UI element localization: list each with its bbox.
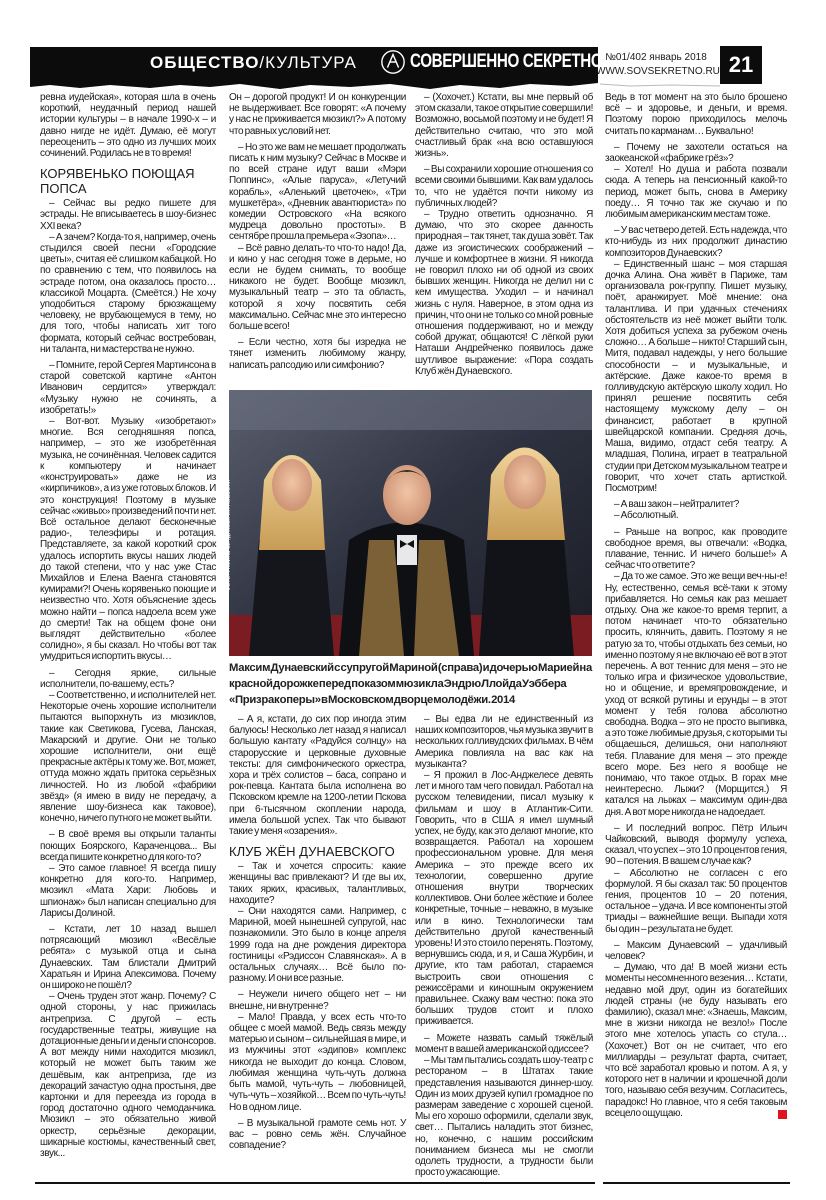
photo-credit: ФОТО: РАМИЛЬ СИТДИКОВ/РИА НОВОСТИ <box>226 480 232 591</box>
question-paragraph: – Кстати, лет 10 назад вышел потрясающий мюзикл «Весёлые ребята» с музыкой отца и сына Дунаевских. Там блистали Дмитрий Харатьян и Ирина Апексимова. Почему он широко не пошёл? <box>40 924 216 992</box>
logo-text: СОВЕРШЕННО СЕКРЕТНО <box>410 51 603 72</box>
issue-number: №01/402 январь 2018 <box>605 52 707 63</box>
end-of-article-mark <box>778 1110 787 1119</box>
column-3-top <box>415 92 593 377</box>
photo-image <box>229 390 592 656</box>
question-paragraph: – Но это же вам не мешает продолжать писать к ним музыку? Сейчас в Москве и по всей стране идут ваши «Мэри Поппинс», «Алые паруса», «Летучий корабль», «Аленький цветочек», «Три мушкетёра», «Дневник авантюриста» по комедии Островского «На всякого мудреца довольно простоты». В сентябре прошла премьера «Эзопа»… <box>229 141 406 243</box>
paragraph: – Сейчас вы редко пишете для эстрады. Не вписываетесь в шоу-бизнес XXI века? <box>40 198 216 232</box>
paragraph: – Да то же самое. Это же вещи веч-ны-е! Ну, естественно, семья всё-таки к этому прибавляется. Но семья как раз мешает отдыху. Она же какое-то время терпит, а потом начинает что-то обязательно просить, клянчить, давить. Поэтому я не ратую за то, чтобы отдыхать без семьи, но именно поэтому я не включаю её вот в этот перечень. А вот теннис для меня – это не только игра и физическое удовольствие, но и общение, и времяпровождение, и уход от всякой рутины и ерунды – в этот момент у тебя голова абсолютно свободна. Водка – это не просто выпивка, а это тоже любимые друзья, с которыми ты общаешься, делишься, они наполняют тебя. Плавание для меня – это прежде всего море. Без него я вообще не понимаю, что такое отдых. В горах мне неинтересно. Лыжи? (Морщится.) Я катался на лыжах – максимум один-два дня. А вот море никогда не надоедает. <box>605 571 787 818</box>
question-paragraph: – Вы сохранили хорошие отношения со всеми своими бывшими. Как вам удалось то, что не удаётся почти никому из публичных людей? <box>415 164 593 209</box>
question-paragraph: – У вас четверо детей. Есть надежда, что кто-нибудь из них продолжит династию композиторов Дунаевских? <box>605 225 787 259</box>
question-paragraph: – Неужели ничего общего нет – ни внешне, ни внутренне? <box>229 989 406 1012</box>
question-paragraph: – Почему не захотели остаться на заокеанской «фабрике грёз»? <box>605 141 787 165</box>
logo-emblem-icon <box>380 49 406 75</box>
question-paragraph: – Помните, герой Сергея Мартинсона в старой советской картине «Антон Иванович сердится» утверждал: «Музыку нужно не сочинять, а изобретать!» <box>40 360 216 416</box>
question-paragraph: – Максим Дунаевский – удачливый человек? <box>605 939 787 963</box>
subsection-name: /КУЛЬТУРА <box>259 53 357 72</box>
question-paragraph: – И последний вопрос. Пётр Ильич Чайковский, выводя формулу успеха, сказал, что успех – это 10 процентов гения, 90 – потения. В вашем случае как? <box>605 822 787 868</box>
question-paragraph: – Раньше на вопрос, как проводите свободное время, вы отвечали: «Водка, плавание, теннис. И ничего больше!» А сейчас что ответите? <box>605 526 787 572</box>
page-number: 21 <box>720 46 762 84</box>
paragraph: – А зачем? Когда-то я, например, очень стыдился своей песни «Городские цветы», считая её слишком кабацкой. Но по сравнению с тем, что появилось на эстраде потом, она оказалось просто… классикой Моцарта. (Смеётся.) Не хочу уподобиться старому брюзжащему человеку, не врубающемуся в тему, но для того, чтобы написать хит того формата, который сейчас востребован, ни таланта, ни мастерства не нужно. <box>40 231 216 355</box>
paragraph: – Вы едва ли не единственный из наших композиторов, чья музыка звучит в нескольких голливудских фильмах. В чём Америка повлияла на вас как на музыканта? <box>415 714 593 770</box>
bottom-rule-left <box>35 1182 595 1184</box>
paragraph: – Хотел! Но душа и работа позвали сюда. А теперь на пенсионный какой-то период, может быть, снова в Америку поеду… Я точно так же скучаю и по любимым американским местам тоже. <box>605 164 787 221</box>
paragraph: – Они находятся сами. Например, с Мариной, моей нынешней супругой, нас познакомили. Это было в конце апреля 1999 года на дне рождения директора гостиницы «Рэдиссон Славянская». А в остальных случаях… Всё было по-разному. И они все разные. <box>229 906 406 985</box>
website[interactable]: WWW.SOVSEKRETNO.RU <box>596 66 720 77</box>
paragraph: – (Хохочет.) Кстати, вы мне первый об этом сказали, такое открытие совершили! Возможно, восьмой поэтому и не будет! Я действительно считаю, что это мой счастливый брак «на всю оставшуюся жизнь». <box>415 92 593 160</box>
question-paragraph: – А ваш закон – нейтралитет? <box>614 499 740 511</box>
paragraph: – Трудно ответить однозначно. Я думаю, что это скорее данность природная – так тянет, так душа зовёт. Так даже из эгоистических соображений – лучше и комфортнее в жизни. Я никогда не говорил плохо ни об одной из своих бывших женщин. Никогда не делил ни с кем имущества. Уходил – и начинал жизнь с нуля. Наверное, в этом одна из причин, что они не только со мной ровные отношения поддерживают, но и между собой дружат, общаются! С лёгкой руки Наташи Андрейченко появилось даже шутливое выражение: «Пора создать Клуб жён Дунаевского. <box>415 209 593 377</box>
bottom-rule-right <box>603 1182 790 1184</box>
article-photo <box>229 390 592 656</box>
paragraph: – Абсолютный. <box>614 510 679 522</box>
paragraph: – Всё равно делать-то что-то надо! Да, и кино у нас сегодня тоже в дерьме, но если не будем снимать, то вообще никакого не будет. Вообще мюзикл, музыкальный театр – это та область, которой я хочу посвятить себя максимально. Сейчас мне это интересно больше всего! <box>229 242 406 333</box>
paragraph: – Очень труден этот жанр. Почему? С одной стороны, у нас прижилась антреприза. С другой – есть государственные театры, живущие на дотационные деньги и деньги спонсоров. А вот между ними находится мюзикл, который не может быть таким же дешёвым, как антреприза, где из декораций зачастую одна простыня, две картонки и для переезда из города в город достаточно одного чемоданчика. Мюзикл – это обязательно живой оркестр, серьёзные декорации, шикарные костюмы, качественный свет, звук... <box>40 991 216 1160</box>
column-3-bottom <box>415 714 593 1178</box>
paragraph: Ведь в тот момент на это было брошено всё – и здоровье, и деньги, и время. Поэтому порою приходилось мелочь считать по карманам… Буквально! <box>605 92 787 137</box>
paragraph: – Так и хочется спросить: какие женщины вас привлекают? И где вы их, таких ярких, красивых, талантливых, находите? <box>229 861 406 906</box>
subheading: КОРЯВЕНЬКО ПОЮЩАЯ ПОПСА <box>40 166 195 197</box>
question-paragraph: – В музыкальной грамоте семь нот. У вас – ровно семь жён. Случайное совпадение? <box>229 1117 406 1152</box>
column-4 <box>605 92 787 1119</box>
issue-info <box>596 48 720 85</box>
paragraph: – Мы там пытались создать шоу-театр с рестораном – в Штатах такие представления называются диннер-шоу. Один из моих друзей купил громадное по размерам заведение с хорошей сценой. Мы его хорошо оформили, сделали звук, свет… Пытались наладить этот бизнес, но, конечно, с нашим российским пониманием бизнеса мы не смогли одолеть трудности, а трудности были просто ужасающие. <box>415 1055 593 1179</box>
column-2-bottom <box>229 714 406 1151</box>
column-1 <box>40 92 216 1159</box>
paragraph: – Думаю, что да! В моей жизни есть моменты несомненного везения… Кстати, недавно мой друг, один из богатейших людей страны (не буду называть его фамилию), сказал мне: «Знаешь, Максим, мне в жизни никогда не везло!» После этого мне хотелось упасть со стула… (Хохочет.) Вот он не считает, что его миллиарды – результат фарта, считает, что всё заработал кровью и потом. А я, у которого нет в наличии и крошечной доли того, называю себя везучим. Согласитесь, парадокс! Но главное, что я себя таковым всецело ощущаю. <box>605 962 787 1119</box>
photo-caption: Максим Дунаевский с супругой Мариной (справа) и дочерью Марией на красной дорожке перед показом мюзикла Эндрю Ллойда Уэббера «Призрак оперы» в Московском дворце молодёжи. 2014 <box>229 662 592 706</box>
subheading: КЛУБ ЖЁН ДУНАЕВСКОГО <box>229 844 395 860</box>
paragraph: – Соответственно, и исполнителей нет. Некоторые очень хорошие исполнители пытаются выпорхнуть из мюзиклов, такие как Светикова, Гусева, Ланская, Макарский и другие. Они не только хорошие исполнители, они ещё прекрасные актёры к тому же. Вот, может, оттуда можно ждать притока серьёзных личностей. Но из любой «фабрики звёзд» (я имею в виду не передачу, а явление шоу-бизнеса как таковое), конечно, ничего путного не может выйти. <box>40 689 216 825</box>
section-title <box>150 53 357 73</box>
question-paragraph: – Можете назвать самый тяжёлый момент в вашей американской одиссее? <box>415 1032 593 1055</box>
paragraph: – Я прожил в Лос-Анджелесе девять лет и много там чего повидал. Работал на русском телевидении, писал музыку к фильмам и шоу в Атлантик-Сити. Говорить, что в США я имел шумный успех, не буду, как это делают многие, кто возвращается. Работал на хорошем профессиональном уровне. Для меня Америка – это прежде всего их технологии, совершенно другие отношения внутри творческих коллективов. Они более жёсткие и более конкретные, точные – неважно, в музыке или в кино. Технологически там действительно другой качественный уровень! И это стоило перенять. Поэтому, вернувшись сюда, и я, и Саша Журбин, и другие, кто там работал, стараемся выстроить свои отношения с режиссёрами и киношным окружением правильнее. Скажу вам честно: пока это больших трудов стоит и плохо приживается. <box>415 770 593 1028</box>
question-paragraph: – В своё время вы открыли таланты поющих Боярского, Караченцова... Вы всегда пишите конкретно для кого-то? <box>40 829 216 863</box>
question-paragraph: – Сегодня яркие, сильные исполнители, по-вашему, есть? <box>40 667 216 690</box>
paragraph: – Единственный шанс – моя старшая дочка Алина. Она живёт в Париже, там организовала рок-группу. Пишет музыку, поёт, аранжирует. Моё мнение: она талантлива. И при удачных стечениях обстоятельств из неё может выйти толк. Хотя добиться успеха за рубежом очень сложно… А больше – никто! Старший сын, Митя, подавал надежды, у него большие способности – и музыкальные, и актёрские. Даже какое-то время в голливудскую актёрскую школу ходил. Но принял решение посвятить себя настоящему мужскому делу – он финансист, работает в крупной швейцарской компании. Средняя дочь, Маша, видимо, отдаст себя театру. А младшая, Полина, играет в театральной студии при Детском музыкальном театре и говорит, что хочет стать артисткой. Посмотрим! <box>605 258 787 494</box>
paragraph: – А я, кстати, до сих пор иногда этим балуюсь! Несколько лет назад я написал большую кантату «Радуйся солнцу» на старорусские и церковные духовные тексты: для симфонического оркестра, хора и трёх солистов – баса, сопрано и рок-певца. Кантата была исполнена во Псковском кремле на 1200-летии Пскова при 6-тысячном скоплении народа, имела большой успех. Так что бывают такие у меня «озарения». <box>229 714 406 838</box>
section-name: ОБЩЕСТВО <box>150 53 260 72</box>
paragraph: ревна иудейская», которая шла в очень короткий, неудачный период нашей истории культуры – в начале 1990-х – и давно нигде не идёт. Думаю, её могут переоценить – это одно из лучших моих сочинений. Родилась не в то время! <box>40 92 216 160</box>
paragraph: – Это самое главное! Я всегда пишу конкретно для кого-то. Например, мюзикл «Мата Хари: Любовь и шпионаж» был написан специально для Ларисы Долиной. <box>40 863 216 919</box>
question-paragraph: – Если честно, хотя бы изредка не тянет изменить любимому жанру, написать рапсодию или симфонию? <box>229 337 406 371</box>
paragraph: – Мало! Правда, у всех есть что-то общее с моей мамой. Ведь связь между матерью и сыном – сильнейшая в мире, и из мужчины этот «эдипов» комплекс никогда не выходит до конца. Словом, любимая женщина чуть-чуть должна быть мамой, чуть-чуть – любовницей, чуть-чуть – хозяйкой… Всем по чуть-чуть! Но в одном лице. <box>229 1011 406 1113</box>
column-2-top <box>229 92 406 371</box>
paragraph: – Абсолютно не согласен с его формулой. Я бы сказал так: 50 процентов гения, процентов 10 – 20 потения, остальное – удача. И все компоненты этой триады – важнейшие вещи. Выпади хотя бы один – результата не будет. <box>605 867 787 935</box>
paragraph: – Вот-вот. Музыку «изобретают» многие. Вся сегодняшняя попса, например, – это же изобретённая музыка, не сочинённая. Человек садится к компьютеру и начинает «конструировать» даже не из «кирпичиков», а из уже готовых блоков. И это конструкция! Поэтому в музыке сейчас «живых» произведений почти нет. Всё остальное делают бесконечные радио-, телеэфиры и ротация. Представляете, за какой короткий срок удалось испортить вкусы наших людей до такой степени, что у нас уже Стас Михайлов и Елена Ваенга становятся кумирами?! Очень корявенько поющие и неизвестно что. Хотя объяснение здесь можно найти – попса надоела всем уже до смерти! Так на общем фоне они выглядят действительно «более солидно», я бы сказал. Но чтобы вот так умудриться испортить вкусы… <box>40 416 216 663</box>
paragraph: Он – дорогой продукт! И он конкуренции не выдерживает. Все говорят: «А почему у нас не приживается мюзикл?» А потому что равных условий нет. <box>229 92 406 137</box>
